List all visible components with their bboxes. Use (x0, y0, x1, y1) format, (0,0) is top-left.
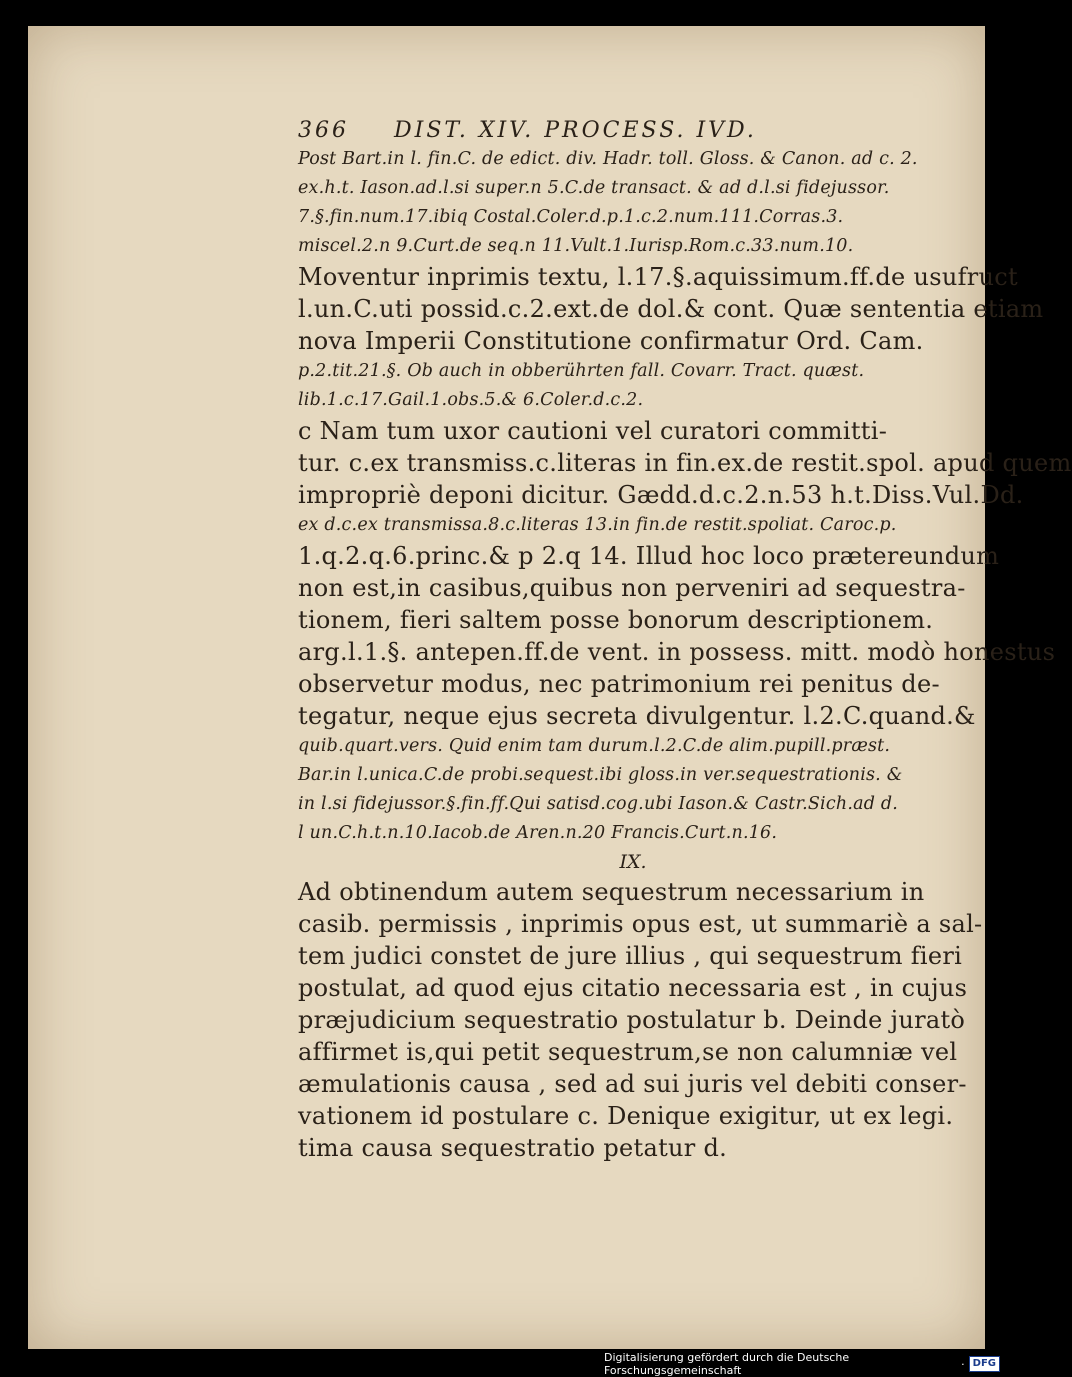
text-line: observetur modus, nec patrimonium rei penitus de- (298, 670, 940, 698)
text-line: miscel.2.n 9.Curt.de seq.n 11.Vult.1.Iurisp.Rom.c.33.num.10. (298, 236, 854, 256)
text-line: tima causa sequestratio petatur d. (298, 1134, 728, 1162)
text-line: l.un.C.uti possid.c.2.ext.de dol.& cont. Quæ sententia etiam (298, 295, 1044, 323)
text-line: 7.§.fin.num.17.ibiq Costal.Coler.d.p.1.c.2.num.111.Corras.3. (298, 207, 844, 227)
text-line: Moventur inprimis textu, l.17.§.aquissimum.ff.de usufruct (298, 263, 1018, 291)
text-line: in l.si fidejussor.§.fin.ff.Qui satisd.cog.ubi Iason.& Castr.Sich.ad d. (298, 794, 899, 814)
section-heading: IX. (619, 851, 647, 873)
text-line: arg.l.1.§. antepen.ff.de vent. in possess. mitt. modò honestus (298, 638, 1056, 666)
text-line: nova Imperii Constitutione confirmatur Ord. Cam. (298, 327, 924, 355)
footer-credit: Digitalisierung gefördert durch die Deutsche Forschungsgemeinschaft · DFG (604, 1356, 1000, 1372)
text-line: casib. permissis , inprimis opus est, ut summariè a sal- (298, 910, 983, 938)
running-title: DIST. XIV. PROCESS. IVD. (394, 118, 757, 143)
text-line: Post Bart.in l. fin.C. de edict. div. Hadr. toll. Gloss. & Canon. ad c. 2. (298, 149, 918, 169)
text-line: præjudicium sequestratio postulatur b. Deinde juratò (298, 1006, 966, 1034)
text-line: Bar.in l.unica.C.de probi.sequest.ibi gloss.in ver.sequestrationis. & (298, 765, 903, 785)
footer-credit-text: Digitalisierung gefördert durch die Deutsche Forschungsgemeinschaft (604, 1351, 850, 1377)
text-line: ex d.c.ex transmissa.8.c.literas 13.in fin.de restit.spoliat. Caroc.p. (298, 515, 897, 535)
text-line: ex.h.t. Iason.ad.l.si super.n 5.C.de transact. & ad d.l.si fidejussor. (298, 178, 890, 198)
page-number: 366 (298, 118, 349, 143)
text-lines (298, 145, 1072, 1164)
text-line: l un.C.h.t.n.10.Iacob.de Aren.n.20 Francis.Curt.n.16. (298, 823, 778, 843)
text-line: æmulationis causa , sed ad sui juris vel debiti conser- (298, 1070, 967, 1098)
text-line: p.2.tit.21.§. Ob auch in obberührten fall. Covarr. Tract. quæst. (298, 361, 865, 381)
text-line: tionem, fieri saltem posse bonorum descriptionem. (298, 606, 934, 634)
text-line: tegatur, neque ejus secreta divulgentur. l.2.C.quand.& (298, 702, 976, 730)
text-line: lib.1.c.17.Gail.1.obs.5.& 6.Coler.d.c.2. (298, 390, 644, 410)
text-line: impropriè deponi dicitur. Gædd.d.c.2.n.53 h.t.Diss.Vul.Dd. (298, 481, 1024, 509)
text-line: tur. c.ex transmiss.c.literas in fin.ex.de restit.spol. apud quem (298, 449, 1072, 477)
text-line: postulat, ad quod ejus citatio necessaria est , in cujus (298, 974, 968, 1002)
text-line: affirmet is,qui petit sequestrum,se non calumniæ vel (298, 1038, 958, 1066)
text-line: non est,in casibus,quibus non perveniri ad sequestra- (298, 574, 966, 602)
book-page (28, 26, 1072, 1349)
text-line: vationem id postulare c. Denique exigitur, ut ex legi. (298, 1102, 954, 1130)
page-text (298, 118, 1072, 1164)
text-line: c Nam tum uxor cautioni vel curatori committi- (298, 417, 888, 445)
running-head (298, 118, 968, 143)
text-line: quib.quart.vers. Quid enim tam durum.l.2.C.de alim.pupill.præst. (298, 736, 891, 756)
text-line: tem judici constet de jure illius , qui sequestrum fieri (298, 942, 963, 970)
text-line: Ad obtinendum autem sequestrum necessarium in (298, 878, 925, 906)
dfg-logo: DFG (969, 1356, 1000, 1372)
text-line: 1.q.2.q.6.princ.& p 2.q 14. Illud hoc loco prætereundum (298, 542, 1000, 570)
